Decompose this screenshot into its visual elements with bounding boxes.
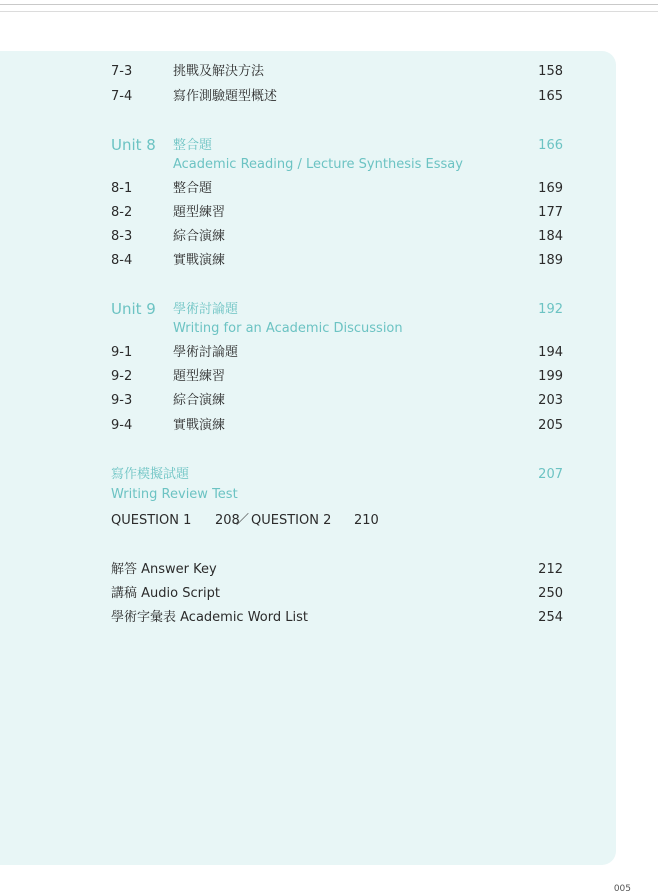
section-title[interactable]: 綜合演練 xyxy=(173,229,226,244)
section-page: 165 xyxy=(538,89,563,104)
unit-title-en[interactable]: Academic Reading / Lecture Synthesis Essay xyxy=(173,157,463,172)
unit-title-en[interactable]: Writing for an Academic Discussion xyxy=(173,321,403,336)
section-page: 169 xyxy=(538,181,563,196)
section-number: 8-4 xyxy=(111,253,133,268)
top-rule-secondary xyxy=(0,11,658,12)
unit-title-zh[interactable]: 學術討論題 xyxy=(173,302,239,317)
section-title[interactable]: 題型練習 xyxy=(173,369,226,384)
section-number: 9-1 xyxy=(111,345,133,360)
review-title-en[interactable]: Writing Review Test xyxy=(111,487,238,502)
section-number: 7-4 xyxy=(111,89,133,104)
unit-title-zh[interactable]: 整合題 xyxy=(173,138,213,153)
section-title[interactable]: 實戰演練 xyxy=(173,418,226,433)
question-1-page: 208 xyxy=(215,513,240,528)
section-number: 9-3 xyxy=(111,393,133,408)
section-page: 194 xyxy=(538,345,563,360)
section-number: 8-1 xyxy=(111,181,133,196)
section-number: 8-3 xyxy=(111,229,133,244)
unit-label: Unit 9 xyxy=(111,300,156,318)
appendix-title[interactable]: 講稿 Audio Script xyxy=(111,586,220,601)
question-1-label[interactable]: QUESTION 1 xyxy=(111,513,192,528)
section-page: 199 xyxy=(538,369,563,384)
appendix-page: 212 xyxy=(538,562,563,577)
section-number: 9-4 xyxy=(111,418,133,433)
section-number: 8-2 xyxy=(111,205,133,220)
question-2-page: 210 xyxy=(354,513,379,528)
question-separator: ／ xyxy=(236,513,250,528)
section-page: 184 xyxy=(538,229,563,244)
section-page: 189 xyxy=(538,253,563,268)
appendix-page: 254 xyxy=(538,610,563,625)
section-page: 205 xyxy=(538,418,563,433)
section-number: 7-3 xyxy=(111,64,133,79)
appendix-title[interactable]: 解答 Answer Key xyxy=(111,562,217,577)
section-title[interactable]: 學術討論題 xyxy=(173,345,239,360)
review-title-zh[interactable]: 寫作模擬試題 xyxy=(111,467,190,482)
unit-page: 166 xyxy=(538,138,563,153)
section-page: 177 xyxy=(538,205,563,220)
unit-page: 192 xyxy=(538,302,563,317)
section-number: 9-2 xyxy=(111,369,133,384)
unit-label: Unit 8 xyxy=(111,136,156,154)
section-title[interactable]: 寫作測驗題型概述 xyxy=(173,89,278,104)
section-title[interactable]: 綜合演練 xyxy=(173,393,226,408)
appendix-page: 250 xyxy=(538,586,563,601)
section-page: 203 xyxy=(538,393,563,408)
section-title[interactable]: 整合題 xyxy=(173,181,213,196)
section-page: 158 xyxy=(538,64,563,79)
review-page: 207 xyxy=(538,467,563,482)
appendix-title[interactable]: 學術字彙表 Academic Word List xyxy=(111,610,308,625)
section-title[interactable]: 題型練習 xyxy=(173,205,226,220)
section-title[interactable]: 實戰演練 xyxy=(173,253,226,268)
contents-panel xyxy=(0,51,616,865)
page-number: 005 xyxy=(613,884,631,894)
top-rule xyxy=(0,4,658,5)
question-2-label[interactable]: QUESTION 2 xyxy=(251,513,332,528)
section-title[interactable]: 挑戰及解決方法 xyxy=(173,64,265,79)
